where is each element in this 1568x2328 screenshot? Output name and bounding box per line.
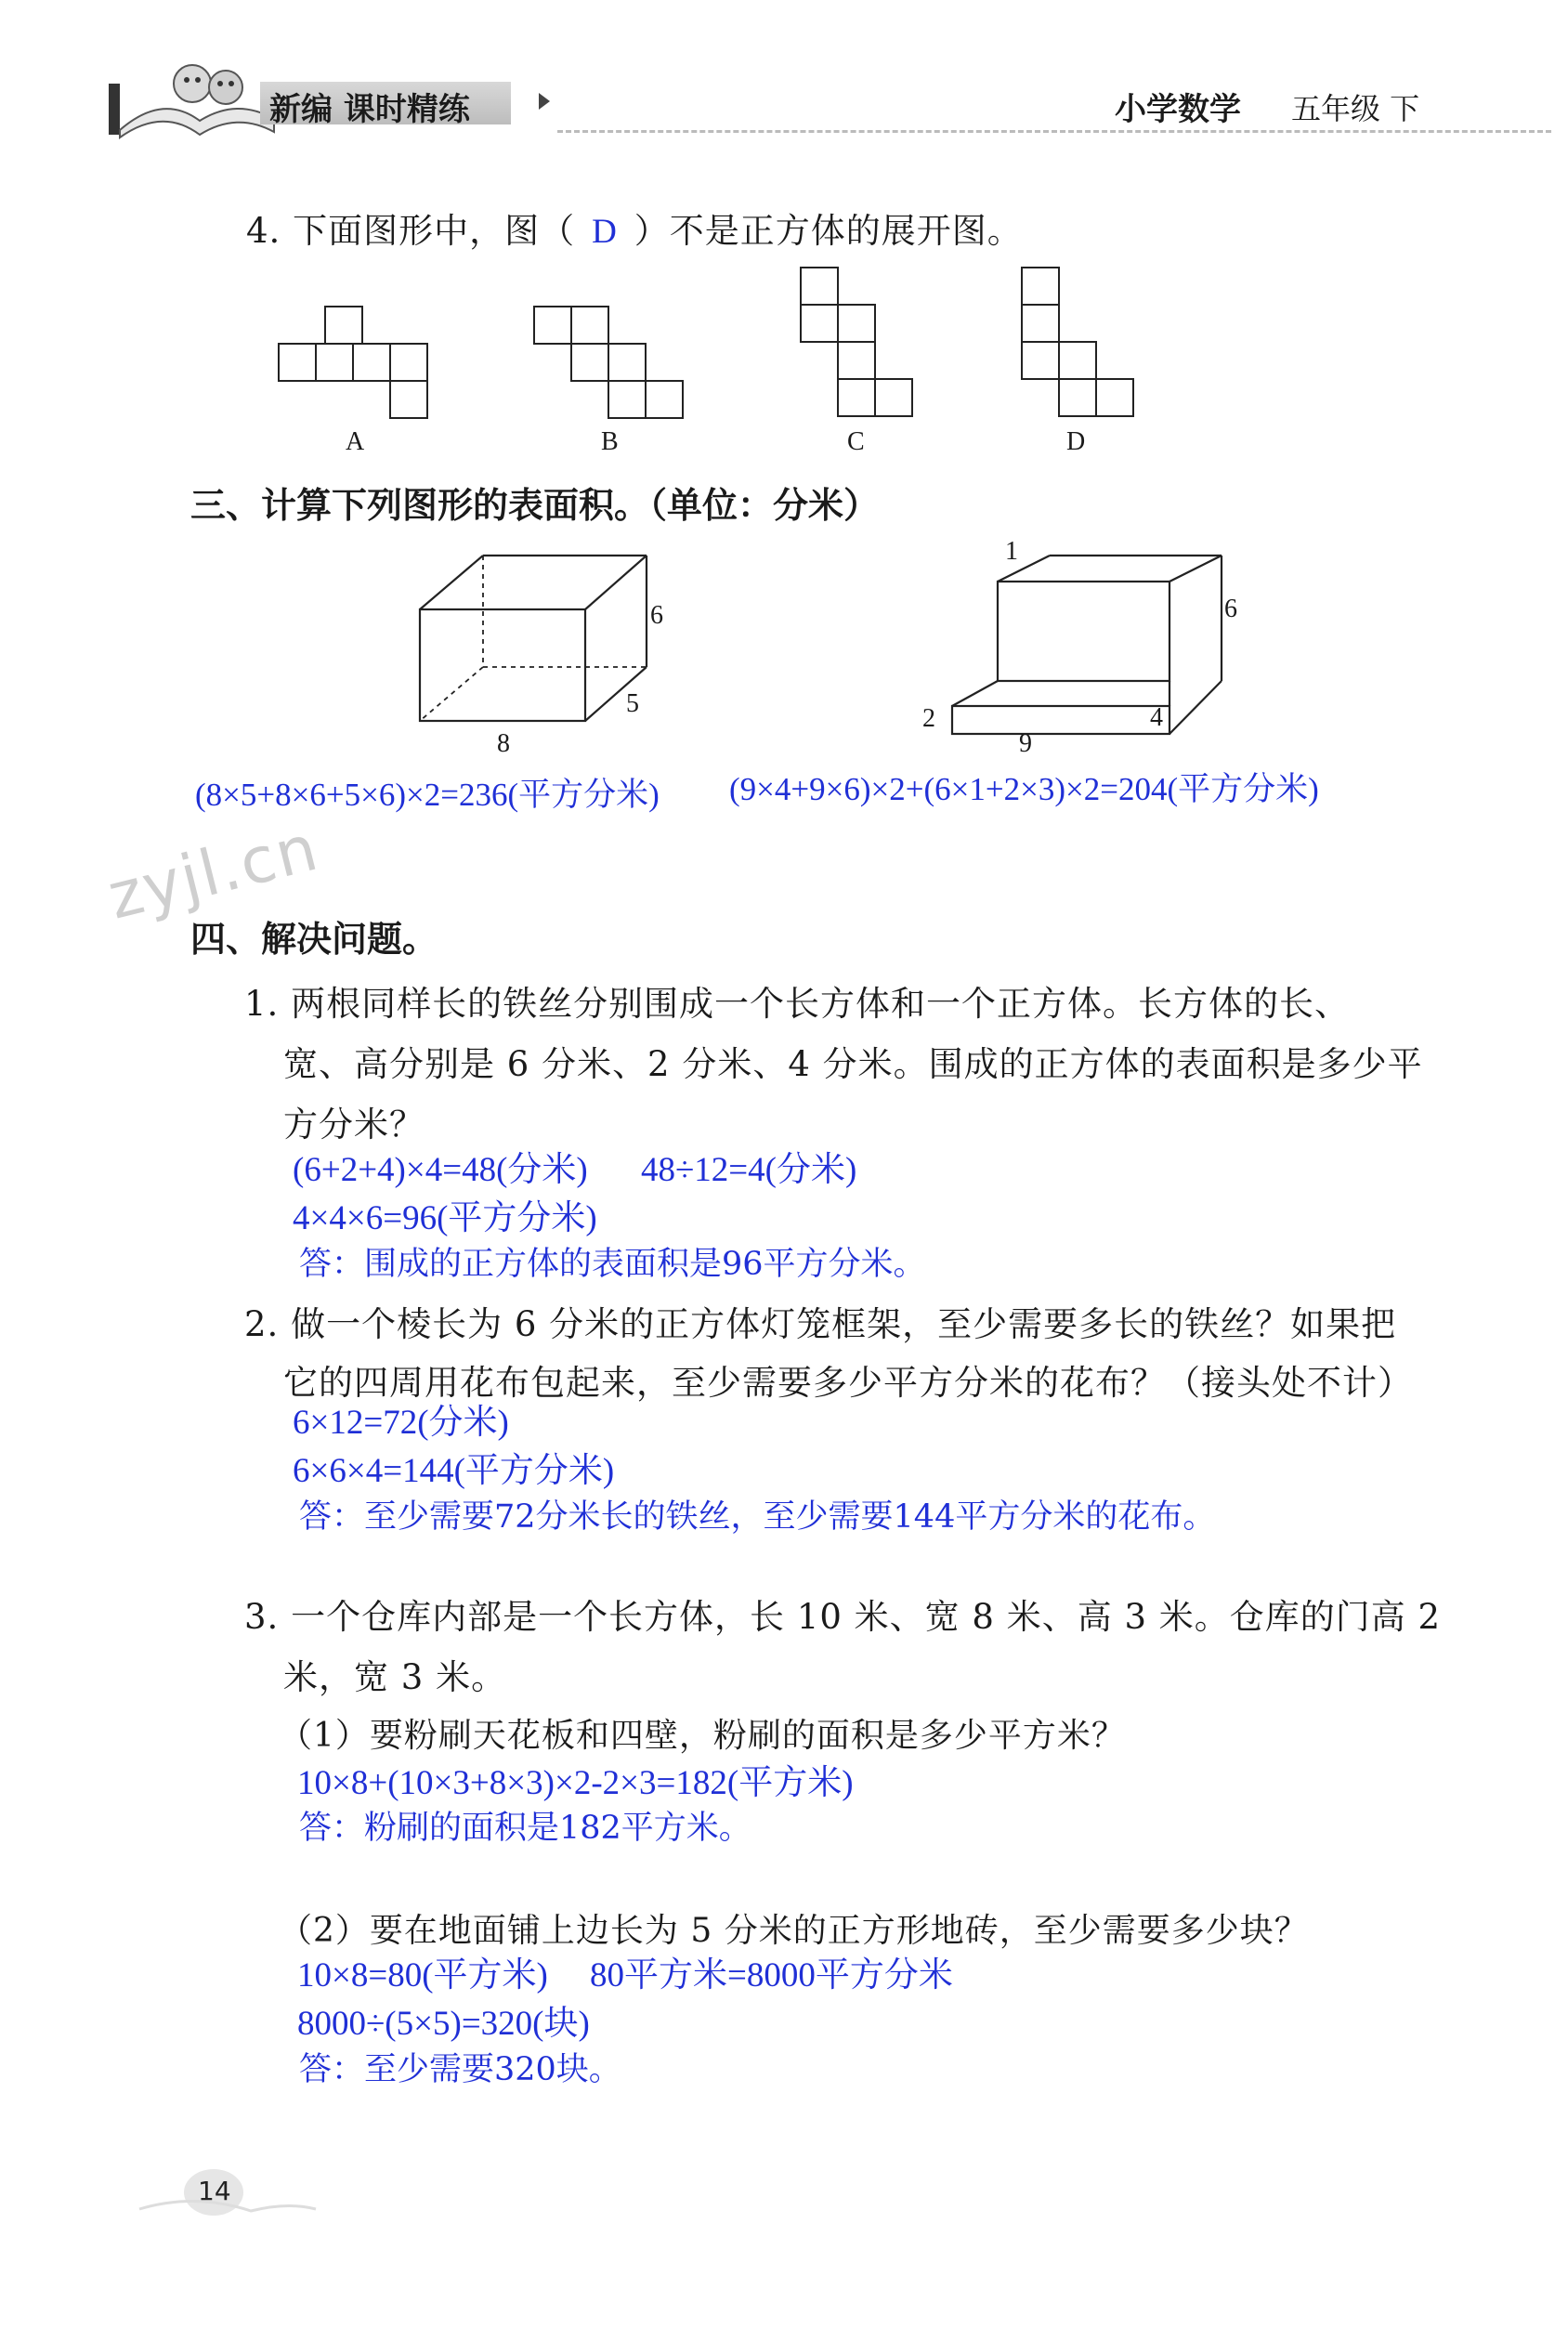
q4-prefix: 4. 下面图形中，图（: [246, 211, 576, 251]
p3-sub1-work: 10×8+(10×3+8×3)×2-2×3=182(平方米): [297, 1764, 854, 1802]
net-d-label: D: [1066, 427, 1086, 456]
p2-line-1: 2. 做一个棱长为 6 分米的正方体灯笼框架，至少需要多长的铁丝？如果把: [244, 1304, 1397, 1344]
section3-answer-1: (8×5+8×6+5×6)×2=236(平方分米): [195, 777, 660, 813]
q4-question: [246, 203, 1023, 253]
step-right-label: 4: [1150, 703, 1163, 732]
p3-sub2-question: （2）要在地面铺上边长为 5 分米的正方形地砖，至少需要多少块？: [279, 1912, 1309, 1950]
p1-work-2: 4×4×6=96(平方分米): [293, 1199, 597, 1237]
net-b-figure: [534, 307, 701, 427]
net-a-figure: [279, 307, 446, 427]
p1-line-3: 方分米？: [283, 1105, 425, 1144]
net-a-label: A: [346, 427, 365, 456]
net-c-figure: [801, 268, 931, 425]
step-height-label: 6: [1224, 595, 1237, 623]
section4-title: 四、解决问题。: [190, 918, 438, 960]
p3-line-1: 3. 一个仓库内部是一个长方体，长 10 米、宽 8 米、高 3 米。仓库的门高 2: [244, 1597, 1442, 1637]
header-subject: 小学数学: [1115, 91, 1241, 128]
p2-answer: 答：至少需要72分米长的铁丝，至少需要144平方分米的花布。: [299, 1498, 1216, 1536]
p1-work-1a: (6+2+4)×4=48(分米): [293, 1151, 588, 1189]
cuboid-height-label: 6: [650, 601, 663, 630]
p2-work-2: 6×6×4=144(平方分米): [293, 1452, 615, 1490]
net-b-label: B: [601, 427, 619, 456]
p3-sub1-answer: 答：粉刷的面积是182平方米。: [299, 1810, 751, 1847]
section3-title: 三、计算下列图形的表面积。（单位：分米）: [190, 484, 880, 526]
cuboid-figure: [409, 548, 678, 762]
net-d-figure: [1022, 268, 1152, 425]
p3-sub2-work-2: 8000÷(5×5)=320(块): [297, 2005, 590, 2043]
play-arrow-icon: [539, 93, 550, 110]
watermark: zyjl.cn: [100, 811, 326, 935]
header-brand: 新编 课时精练: [269, 91, 470, 128]
step-solid-figure: [938, 548, 1254, 743]
q4-answer: D: [592, 213, 618, 251]
net-c-label: C: [847, 427, 865, 456]
p1-line-1: 1. 两根同样长的铁丝分别围成一个长方体和一个正方体。长方体的长、: [244, 984, 1351, 1024]
header-grade: 五年级 下: [1291, 91, 1420, 126]
step-length-label: 9: [1019, 729, 1032, 758]
cuboid-width-label: 5: [626, 689, 639, 718]
p3-sub2-answer: 答：至少需要320块。: [299, 2051, 621, 2088]
p3-line-2: 米，宽 3 米。: [283, 1657, 507, 1697]
p2-work-1: 6×12=72(分米): [293, 1404, 509, 1442]
p3-sub1-question: （1）要粉刷天花板和四壁，粉刷的面积是多少平方米？: [279, 1717, 1126, 1755]
step-left-label: 2: [922, 704, 935, 733]
header-divider: [557, 130, 1551, 133]
p2-line-2: 它的四周用花布包起来，至少需要多少平方分米的花布？（接头处不计）: [283, 1363, 1413, 1403]
p1-work-1b: 48÷12=4(分米): [641, 1151, 857, 1189]
p3-sub2-work-1a: 10×8=80(平方米): [297, 1956, 548, 1994]
p1-line-2: 宽、高分别是 6 分米、2 分米、4 分米。围成的正方体的表面积是多少平: [283, 1044, 1423, 1084]
p3-sub2-work-1b: 80平方米=8000平方分米: [590, 1956, 953, 1994]
cuboid-length-label: 8: [497, 729, 510, 758]
step-top-label: 1: [1005, 537, 1018, 566]
book-logo-icon: [107, 46, 283, 139]
page-number: 14: [198, 2176, 231, 2206]
q4-suffix: ）不是正方体的展开图。: [634, 211, 1023, 251]
section3-answer-2: (9×4+9×6)×2+(6×1+2×3)×2=204(平方分米): [729, 771, 1319, 807]
p1-answer: 答：围成的正方体的表面积是96平方分米。: [299, 1246, 926, 1283]
